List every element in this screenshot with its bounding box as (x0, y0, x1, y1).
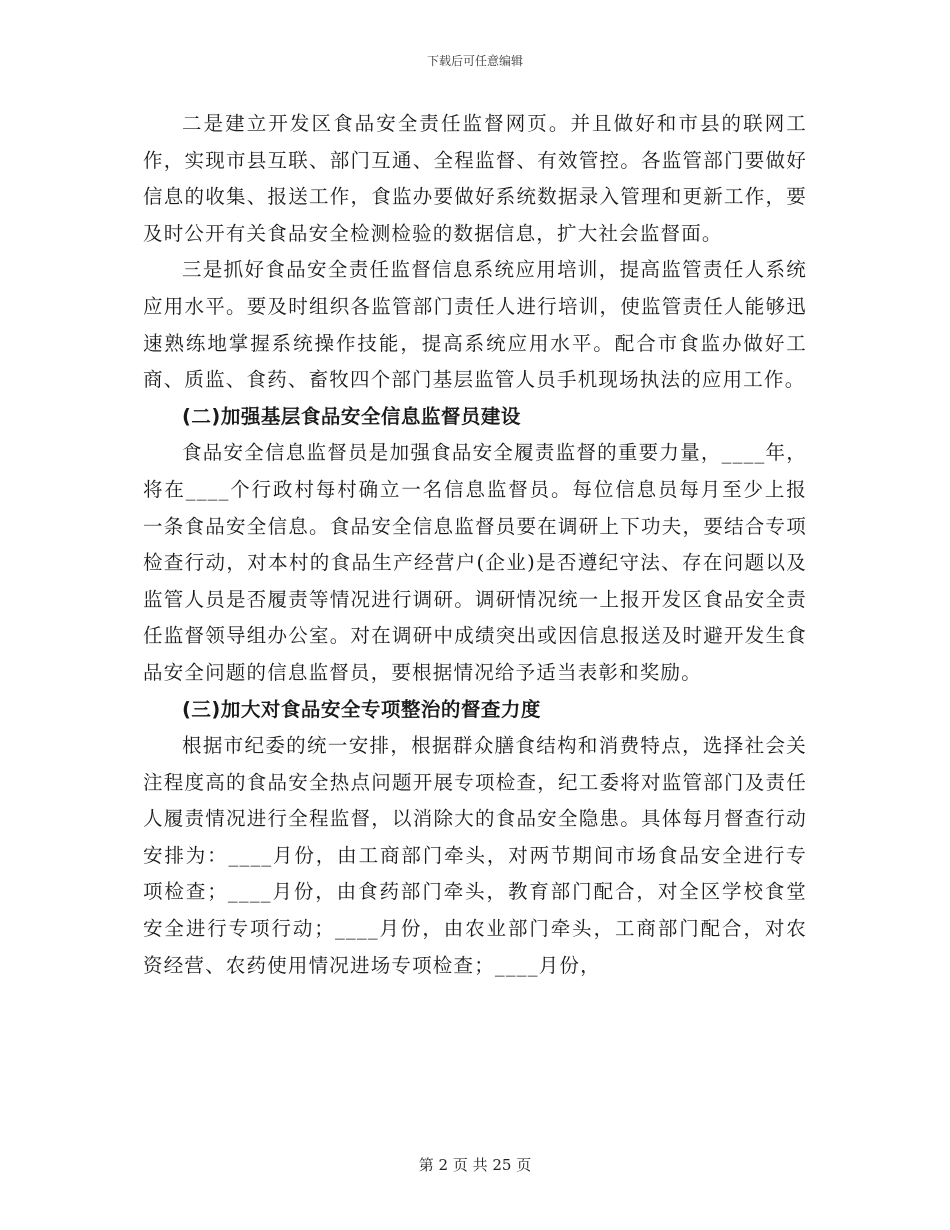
paragraph-3: 三是抓好食品安全责任监督信息系统应用培训，提高监管责任人系统应用水平。要及时组织各监管部门责任人进行培训，使监管责任人能够迅速熟练地掌握系统操作技能，提高系统应用水平。配合市食监办做好工商、质监、食药、畜牧四个部门基层监管人员手机现场执法的应用工作。 (143, 258, 807, 392)
paragraph-inspection: 根据市纪委的统一安排，根据群众膳食结构和消费特点，选择社会关注程度高的食品安全热点问题开展专项检查，纪工委将对监管部门及责任人履责情况进行全程监督，以消除大的食品安全隐患。具体每月督查行动安排为：____月份，由工商部门牵头，对两节期间市场食品安全进行专项检查；____月份，由食药部门牵头，教育部门配合，对全区学校食堂安全进行专项行动；____月份，由农业部门牵头，工商部门配合，对农资经营、农药使用情况进场专项检查；____月份， (143, 734, 807, 977)
paragraph-2: 二是建立开发区食品安全责任监督网页。并且做好和市县的联网工作，实现市县互联、部门互通、全程监督、有效管控。各监管部门要做好信息的收集、报送工作，食监办要做好系统数据录入管理和更新工作，要及时公开有关食品安全检测检验的数据信息，扩大社会监督面。 (143, 112, 807, 245)
paragraph-monitor: 食品安全信息监督员是加强食品安全履责监督的重要力量，____年，将在____个行政村每村确立一名信息监督员。每位信息员每月至少上报一条食品安全信息。食品安全信息监督员要在调研上下功夫，要结合专项检查行动，对本村的食品生产经营户(企业)是否遵纪守法、存在问题以及监管人员是否履责等情况进行调研。调研情况统一上报开发区食品安全责任监督领导组办公室。对在调研中成绩突出或因信息报送及时避开发生食品安全问题的信息监督员，要根据情况给予适当表彰和奖励。 (143, 441, 807, 684)
document-body (143, 106, 807, 984)
page-header-note: 下载后可任意编辑 (426, 54, 523, 68)
page-number: 第 2 页 共 25 页 (418, 1156, 532, 1174)
section-heading-3: (三)加大对食品安全专项整治的督查力度 (182, 697, 541, 721)
section-heading-2: (二)加强基层食品安全信息监督员建设 (182, 404, 521, 428)
